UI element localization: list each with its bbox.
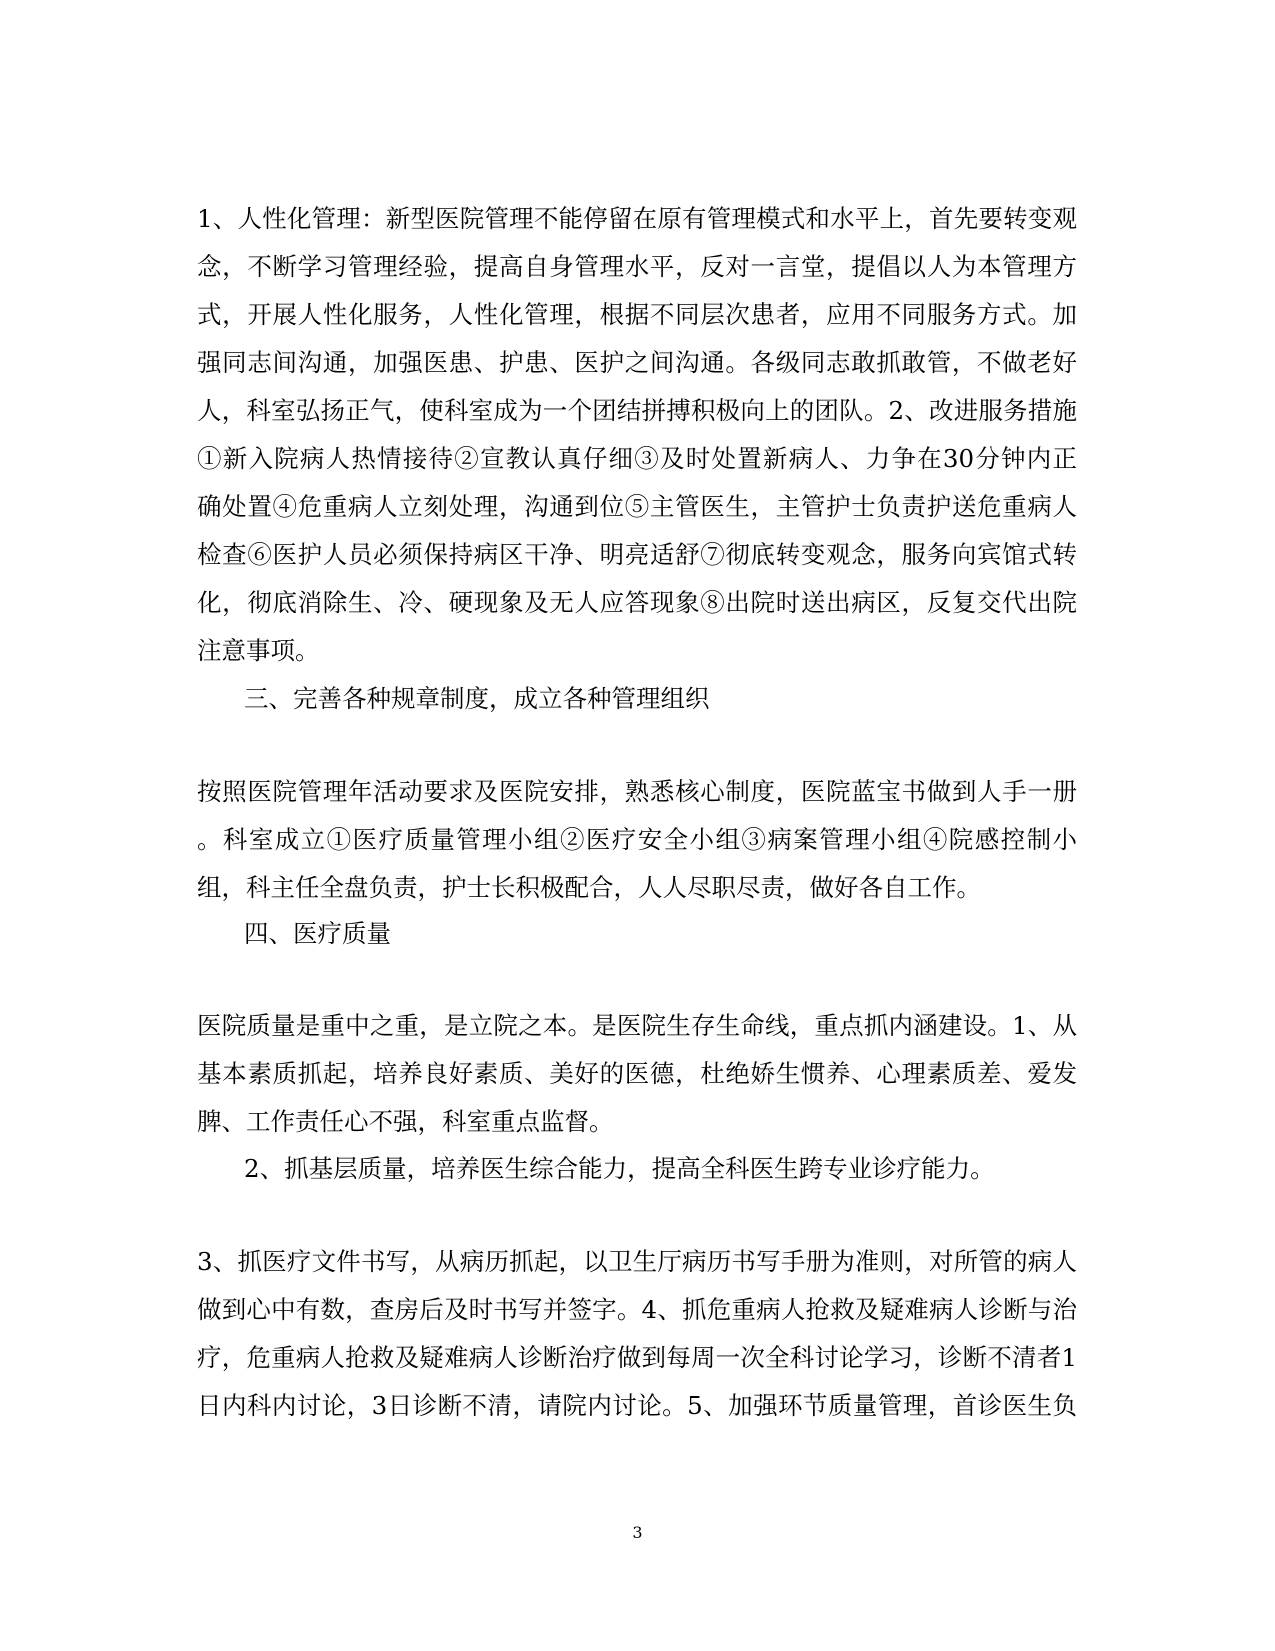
paragraph-medical-quality bbox=[197, 1002, 1077, 1146]
paragraph-line: 注意事项。 bbox=[197, 636, 320, 665]
paragraph-line: 人，科室弘扬正气，使科室成为一个团结拼搏积极向上的团队。2、改进服务措施 bbox=[197, 396, 1077, 425]
paragraph-humanized-management bbox=[197, 195, 1077, 675]
paragraph-line: 式，开展人性化服务，人性化管理，根据不同层次患者，应用不同服务方式。加 bbox=[197, 300, 1077, 329]
paragraph-line: 念，不断学习管理经验，提高自身管理水平，反对一言堂，提倡以人为本管理方 bbox=[197, 252, 1077, 281]
paragraph-line: 组，科主任全盘负责，护士长积极配合，人人尽职尽责，做好各自工作。 bbox=[197, 873, 981, 902]
paragraph-line: 日内科内讨论，3日诊断不清，请院内讨论。5、加强环节质量管理，首诊医生负 bbox=[197, 1391, 1077, 1420]
list-item-grassroots-quality: 2、抓基层质量，培养医生综合能力，提高全科医生跨专业诊疗能力。 bbox=[244, 1154, 995, 1183]
paragraph-line: 强同志间沟通，加强医患、护患、医护之间沟通。各级同志敢抓敢管，不做老好 bbox=[197, 348, 1077, 377]
paragraph-line: ①新入院病人热情接待②宣教认真仔细③及时处置新病人、力争在30分钟内正 bbox=[197, 444, 1077, 473]
page-number: 3 bbox=[632, 1523, 643, 1542]
paragraph-line: 。科室成立①医疗质量管理小组②医疗安全小组③病案管理小组④院感控制小 bbox=[197, 825, 1077, 854]
paragraph-line: 疗，危重病人抢救及疑难病人诊断治疗做到每周一次全科讨论学习，诊断不清者1 bbox=[197, 1343, 1077, 1372]
paragraph-line: 检查⑥医护人员必须保持病区干净、明亮适舒⑦彻底转变观念，服务向宾馆式转 bbox=[197, 540, 1077, 569]
paragraph-line: 医院质量是重中之重，是立院之本。是医院生存生命线，重点抓内涵建设。1、从 bbox=[197, 1011, 1077, 1040]
paragraph-rules bbox=[197, 768, 1077, 912]
paragraph-line: 化，彻底消除生、冷、硬现象及无人应答现象⑧出院时送出病区，反复交代出院 bbox=[197, 588, 1077, 617]
section-heading-medical-quality: 四、医疗质量 bbox=[244, 919, 391, 948]
paragraph-line: 确处置④危重病人立刻处理，沟通到位⑤主管医生，主管护士负责护送危重病人 bbox=[197, 492, 1077, 521]
section-heading-rules: 三、完善各种规章制度，成立各种管理组织 bbox=[244, 684, 710, 713]
paragraph-line: 1、人性化管理：新型医院管理不能停留在原有管理模式和水平上，首先要转变观 bbox=[197, 204, 1077, 233]
paragraph-medical-documents bbox=[197, 1238, 1077, 1430]
paragraph-line: 按照医院管理年活动要求及医院安排，熟悉核心制度，医院蓝宝书做到人手一册 bbox=[197, 777, 1077, 806]
paragraph-line: 做到心中有数，查房后及时书写并签字。4、抓危重病人抢救及疑难病人诊断与治 bbox=[197, 1295, 1077, 1324]
paragraph-line: 3、抓医疗文件书写，从病历抓起，以卫生厅病历书写手册为准则，对所管的病人 bbox=[197, 1247, 1077, 1276]
paragraph-line: 脾、工作责任心不强，科室重点监督。 bbox=[197, 1107, 614, 1136]
paragraph-line: 基本素质抓起，培养良好素质、美好的医德，杜绝娇生惯养、心理素质差、爱发 bbox=[197, 1059, 1077, 1088]
